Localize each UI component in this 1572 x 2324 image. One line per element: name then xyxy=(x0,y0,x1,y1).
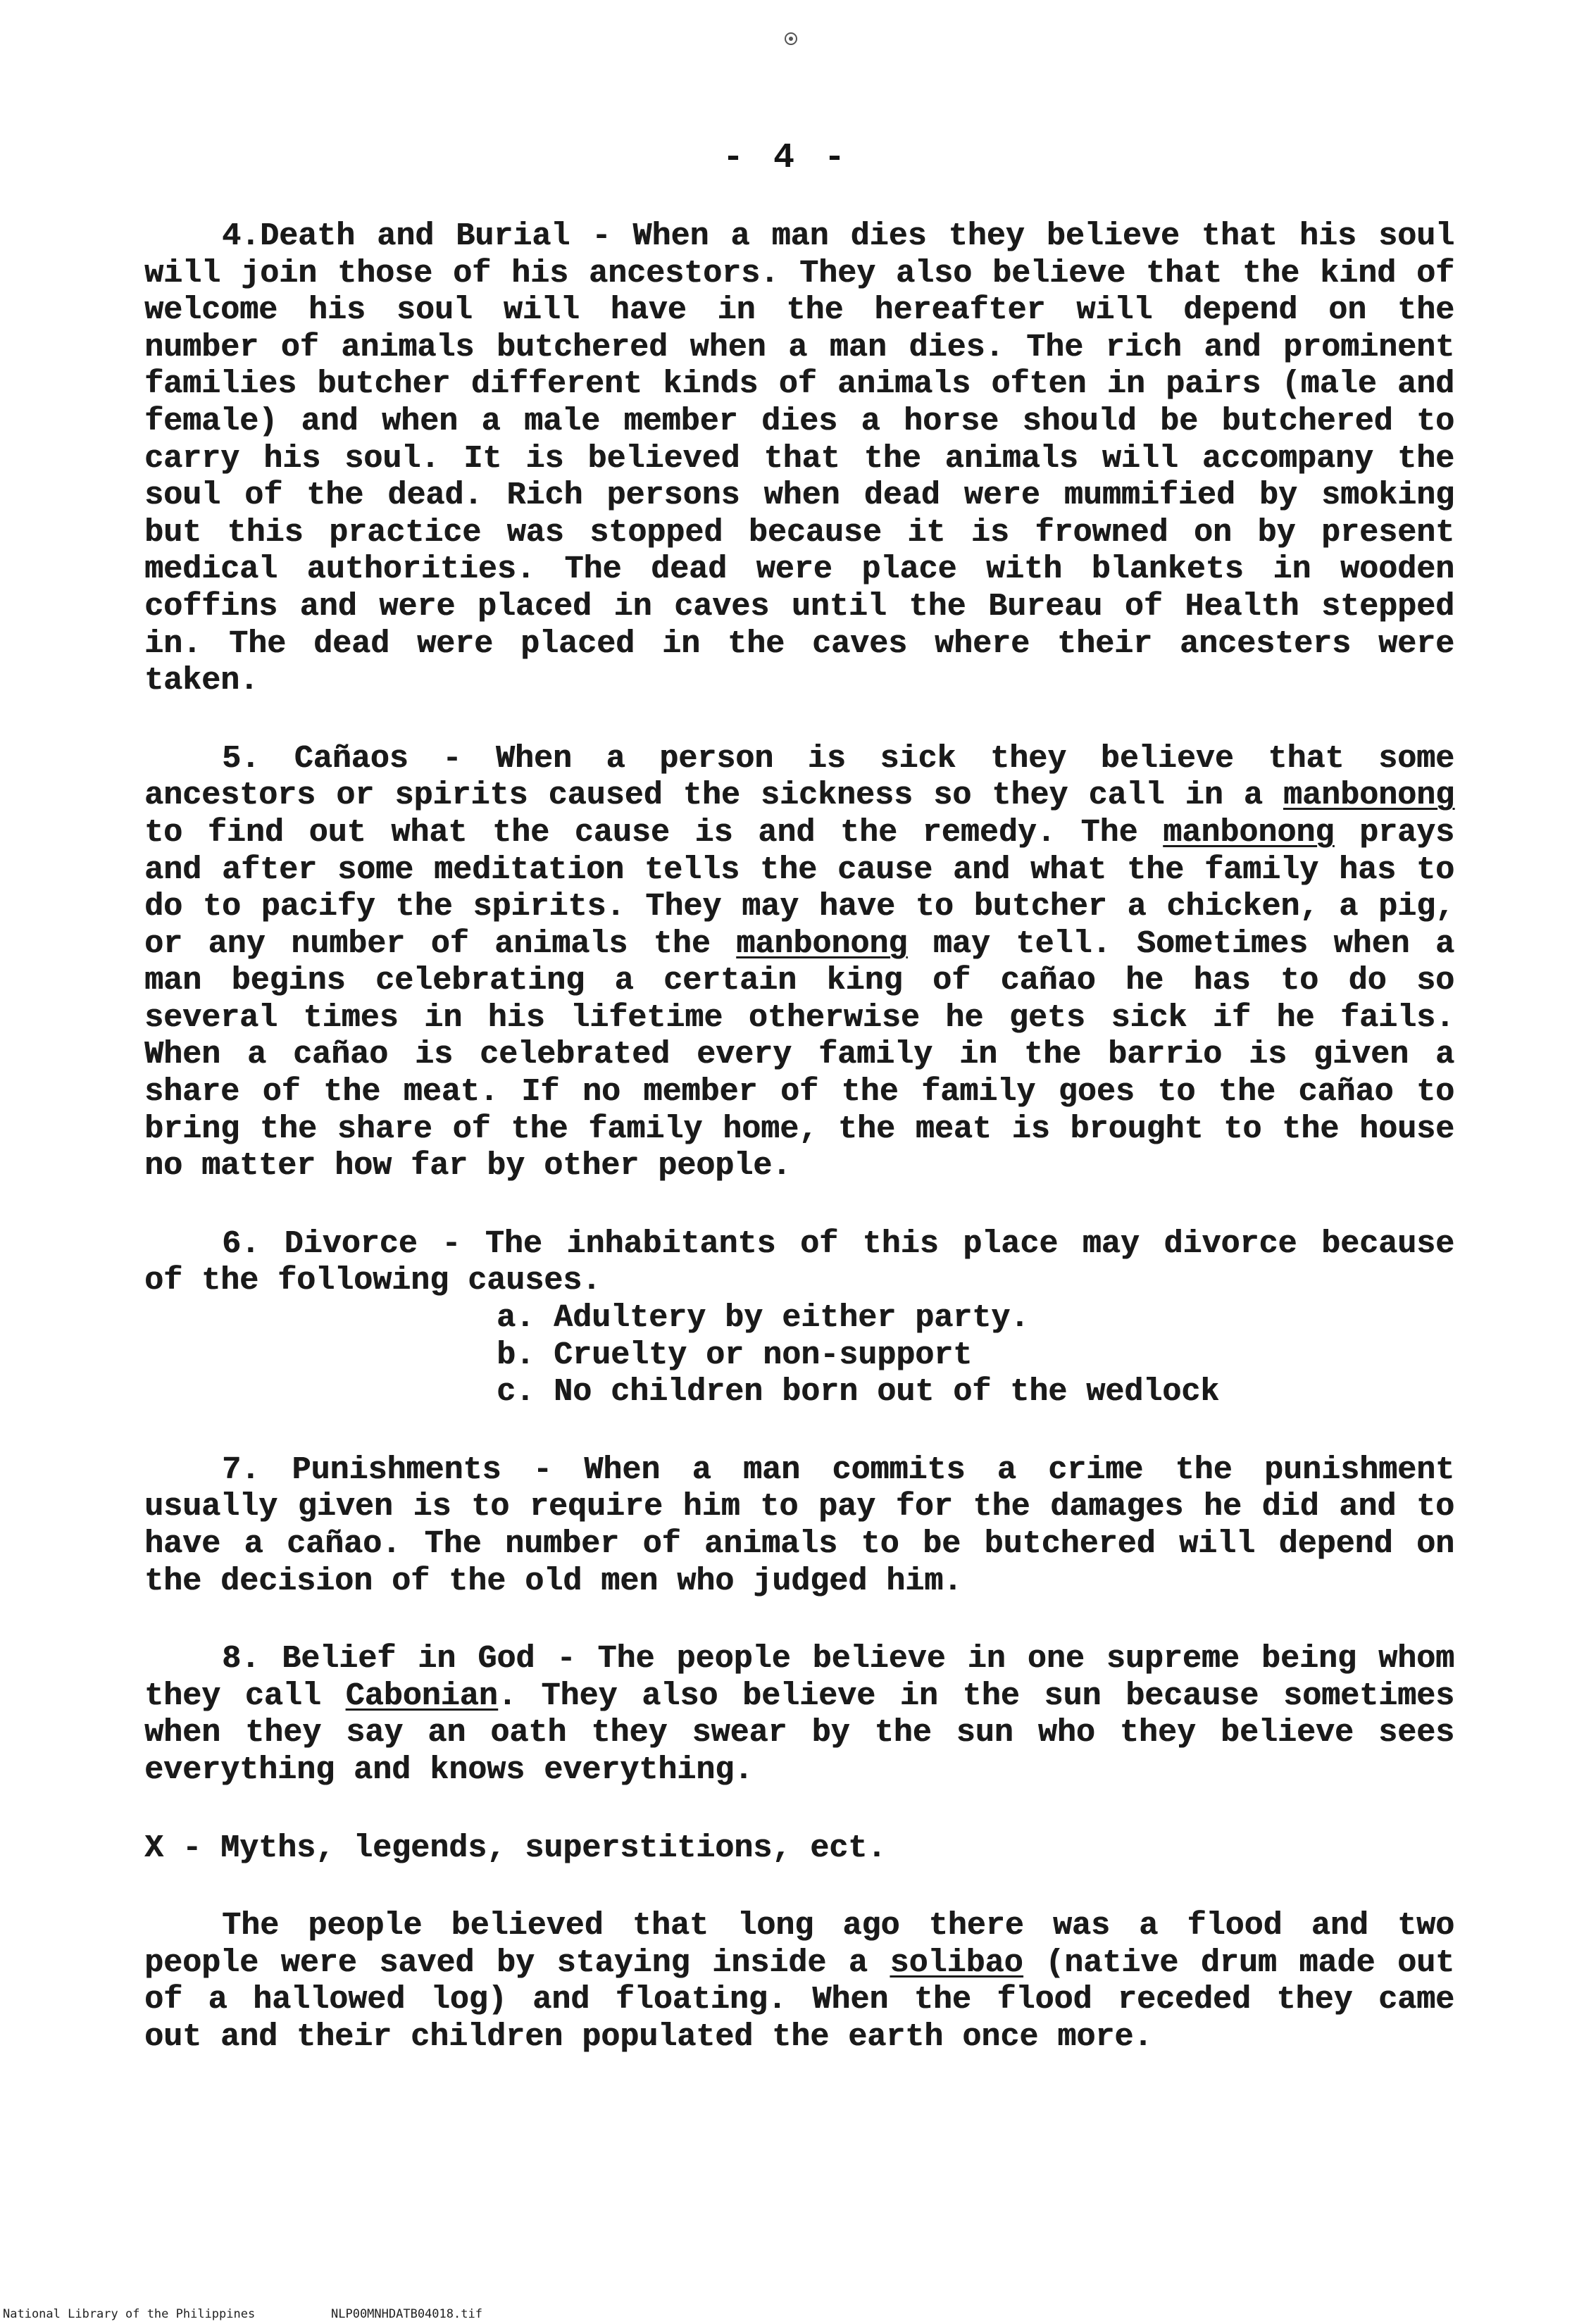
paragraph-text: (native drum made out of a hallowed log) and floating. When the flood receded they came out and their children populated the earth once more. xyxy=(144,1944,1454,2055)
term-manbonong: manbonong xyxy=(1163,814,1335,851)
paragraph-text: - When a man dies they believe that his soul will join those of his ancestors. They also believe that the kind of welcome his soul will have in the hereafter will depend on the number of animals butchered when a man dies. The rich and prominent families butcher different kinds of animals often in pairs (male and female) and when a male member dies a horse should be butchered to carry his soul. It is believed that the animals will accompany the soul of the dead. Rich persons when dead were mummified by smoking but this practice was stopped because it is frowned on by present medical authorities. The dead were place with blankets in wooden coffins and were placed in caves until the Bureau of Health stepped in. The dead were placed in the caves where their ancesters were taken. xyxy=(144,218,1454,699)
section-heading: 4.Death and Burial xyxy=(222,218,570,254)
paragraph-death-burial xyxy=(144,218,1454,700)
page-number: - 4 - xyxy=(722,138,850,178)
paragraph-text: - When a person is sick they believe that some ancestors or spirits caused the sickness so they call in a xyxy=(144,740,1454,814)
list-item: b. Cruelty or non-support xyxy=(497,1337,973,1373)
paragraph-text: prays and after some meditation tells the cause and what the family has to do to pacify the spirits. They may have to butcher a chicken, a pig, or any number of animals the xyxy=(144,814,1454,962)
section-x-heading: X - Myths, legends, superstitions, ect. xyxy=(144,1830,887,1866)
footer-library-name: National Library of the Philippines xyxy=(3,2307,256,2321)
paragraph-text: . They also believe in the sun because sometimes when they say an oath they swear by the sun who they believe sees everything and knows everything. xyxy=(144,1678,1455,1788)
paragraph-divorce xyxy=(144,1226,1454,1300)
paragraph-myths xyxy=(144,1908,1454,2056)
paragraph-text: The people believed that long ago there was a flood and two people were saved by staying inside a xyxy=(144,1908,1454,1981)
term-solibao: solibao xyxy=(890,1944,1023,1981)
section-heading: 8. Belief in God xyxy=(222,1641,535,1678)
paragraph-belief-in-god xyxy=(144,1641,1454,1789)
paragraph-text: to find out what the cause is and the remedy. The xyxy=(144,814,1164,851)
term-manbonong: manbonong xyxy=(1283,777,1454,814)
divorce-causes-list xyxy=(144,1300,1454,1411)
term-manbonong: manbonong xyxy=(736,925,908,962)
term-cabonian: Cabonian xyxy=(345,1678,498,1714)
scan-footer xyxy=(0,2307,1572,2324)
paragraph-text: - The people believe in one supreme being whom they call xyxy=(144,1641,1454,1714)
section-heading: 5. Cañaos xyxy=(222,740,408,777)
paragraph-text: - When a man commits a crime the punishment usually given is to require him to pay for the damages he did and to have a cañao. The number of animals to be butchered will depend on the decision of the old men who judged him. xyxy=(144,1451,1454,1599)
paragraph-punishments xyxy=(144,1452,1454,1600)
punch-mark-icon xyxy=(783,31,799,46)
list-item: c. No children born out of the wedlock xyxy=(497,1374,1220,1411)
list-item: a. Adultery by either party. xyxy=(497,1300,1030,1337)
section-heading: 7. Punishments xyxy=(222,1451,501,1488)
document-body xyxy=(144,218,1454,2056)
footer-filename: NLP00MNHDATB04018.tif xyxy=(331,2307,482,2321)
section-heading: 6. Divorce xyxy=(222,1225,418,1262)
paragraph-text: may tell. Sometimes when a man begins celebrating a certain king of cañao he has to do so several times in his lifetime otherwise he gets sick if he fails. When a cañao is celebrated every family in the barrio is given a share of the meat. If no member of the family goes to the cañao to bring the share of the family home, the meat is brought to the house no matter how far by other people. xyxy=(144,925,1454,1185)
paragraph-canaos xyxy=(144,741,1454,1185)
paragraph-text: - The inhabitants of this place may divorce because of the following causes. xyxy=(144,1225,1455,1299)
